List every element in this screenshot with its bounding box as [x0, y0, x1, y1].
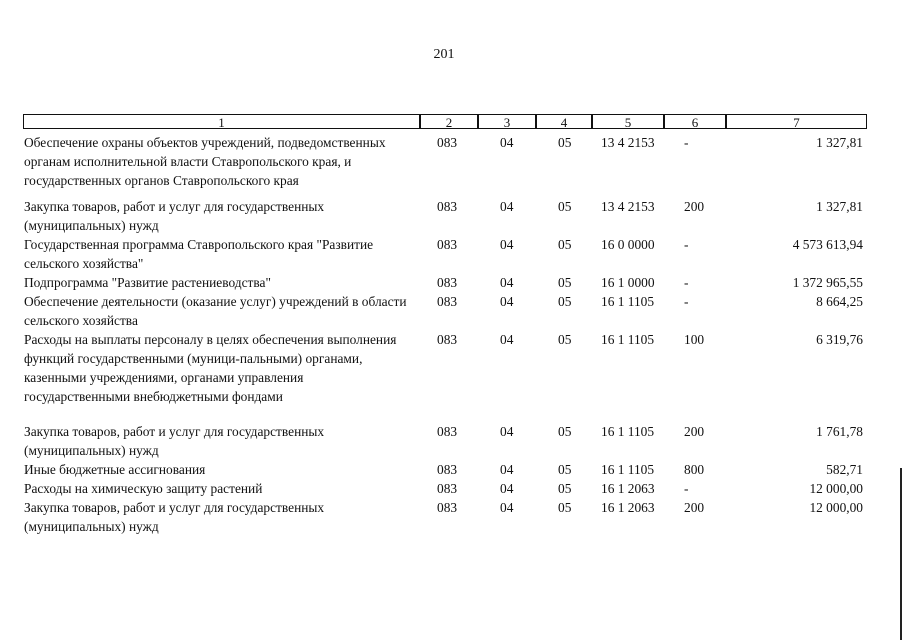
table-body [0, 133, 905, 536]
row-col-5: 16 0 0000 [601, 237, 655, 252]
row-col-2: 083 [437, 481, 458, 496]
row-description: Расходы на химическую защиту растений [24, 481, 263, 496]
header-col-5: 5 [592, 114, 664, 129]
row-description: Государственная программа Ставропольского края "Развитие сельского хозяйства" [24, 237, 374, 271]
row-col-5: 16 1 1105 [601, 332, 655, 347]
row-col-5: 16 1 2063 [601, 500, 655, 515]
page-number: 201 [433, 47, 455, 62]
table-row [0, 422, 905, 460]
header-col-6: 6 [664, 114, 726, 129]
table-row [0, 235, 905, 273]
row-col-4: 05 [558, 332, 572, 347]
row-col-3: 04 [500, 199, 514, 214]
row-col-5: 16 1 1105 [601, 424, 655, 439]
row-col-2: 083 [437, 424, 458, 439]
row-col-7: 6 319,76 [816, 332, 863, 347]
row-description: Закупка товаров, работ и услуг для государственных (муниципальных) нужд [24, 199, 325, 233]
row-col-3: 04 [500, 500, 514, 515]
scan-edge-line [900, 468, 902, 640]
row-col-5: 13 4 2153 [601, 199, 655, 214]
row-col-6: - [684, 237, 689, 252]
row-col-4: 05 [558, 294, 572, 309]
row-col-2: 083 [437, 500, 458, 515]
header-col-7: 7 [726, 114, 867, 129]
table-row [0, 292, 905, 330]
row-col-4: 05 [558, 135, 572, 150]
header-col-1: 1 [23, 114, 420, 129]
row-description: Обеспечение деятельности (оказание услуг) учреждений в области сельского хозяйства [24, 294, 407, 328]
table-row [0, 460, 905, 479]
row-col-6: - [684, 481, 689, 496]
row-col-2: 083 [437, 294, 458, 309]
row-col-5: 16 1 1105 [601, 462, 655, 477]
row-description: Закупка товаров, работ и услуг для государственных (муниципальных) нужд [24, 424, 325, 458]
row-col-2: 083 [437, 275, 458, 290]
row-col-5: 16 1 1105 [601, 294, 655, 309]
row-col-6: 800 [684, 462, 705, 477]
row-col-5: 16 1 0000 [601, 275, 655, 290]
row-col-7: 1 372 965,55 [792, 275, 863, 290]
table-row [0, 197, 905, 235]
header-col-2: 2 [420, 114, 478, 129]
row-col-5: 16 1 2063 [601, 481, 655, 496]
row-col-3: 04 [500, 275, 514, 290]
table-row [0, 498, 905, 536]
header-col-3: 3 [478, 114, 536, 129]
row-description: Расходы на выплаты персоналу в целях обеспечения выполнения функций государственными (муници-пальными) органами, казенными учреждениями, органами управления государственными внебюджетными фондами [24, 332, 397, 404]
row-col-2: 083 [437, 462, 458, 477]
row-col-7: 1 327,81 [816, 199, 863, 214]
table-row [0, 330, 905, 406]
row-col-2: 083 [437, 135, 458, 150]
row-col-3: 04 [500, 332, 514, 347]
row-col-7: 12 000,00 [809, 500, 863, 515]
row-col-7: 4 573 613,94 [792, 237, 863, 252]
row-col-2: 083 [437, 332, 458, 347]
row-col-6: 200 [684, 424, 705, 439]
row-col-6: - [684, 294, 689, 309]
row-col-3: 04 [500, 481, 514, 496]
row-col-4: 05 [558, 275, 572, 290]
row-col-6: 200 [684, 500, 705, 515]
row-col-4: 05 [558, 462, 572, 477]
row-col-3: 04 [500, 462, 514, 477]
row-col-2: 083 [437, 199, 458, 214]
row-col-4: 05 [558, 424, 572, 439]
row-col-7: 582,71 [826, 462, 863, 477]
row-col-7: 1 761,78 [816, 424, 863, 439]
row-col-4: 05 [558, 481, 572, 496]
table-row [0, 479, 905, 498]
table-row [0, 133, 905, 190]
row-description: Подпрограмма "Развитие растениеводства" [24, 275, 271, 290]
row-col-6: - [684, 275, 689, 290]
row-description: Закупка товаров, работ и услуг для государственных (муниципальных) нужд [24, 500, 325, 534]
row-col-4: 05 [558, 199, 572, 214]
header-col-4: 4 [536, 114, 592, 129]
row-description: Иные бюджетные ассигнования [24, 462, 206, 477]
row-col-7: 1 327,81 [816, 135, 863, 150]
row-col-3: 04 [500, 135, 514, 150]
row-col-6: - [684, 135, 689, 150]
row-col-3: 04 [500, 424, 514, 439]
table-row [0, 273, 905, 292]
row-description: Обеспечение охраны объектов учреждений, подведомственных органам исполнительной власти Ставропольского края, и государственных органов Ставропольского края [24, 135, 386, 188]
row-col-6: 200 [684, 199, 705, 214]
row-col-7: 12 000,00 [809, 481, 863, 496]
row-col-4: 05 [558, 237, 572, 252]
row-col-5: 13 4 2153 [601, 135, 655, 150]
row-col-7: 8 664,25 [816, 294, 863, 309]
row-col-6: 100 [684, 332, 705, 347]
row-col-4: 05 [558, 500, 572, 515]
row-col-2: 083 [437, 237, 458, 252]
row-col-3: 04 [500, 237, 514, 252]
row-col-3: 04 [500, 294, 514, 309]
